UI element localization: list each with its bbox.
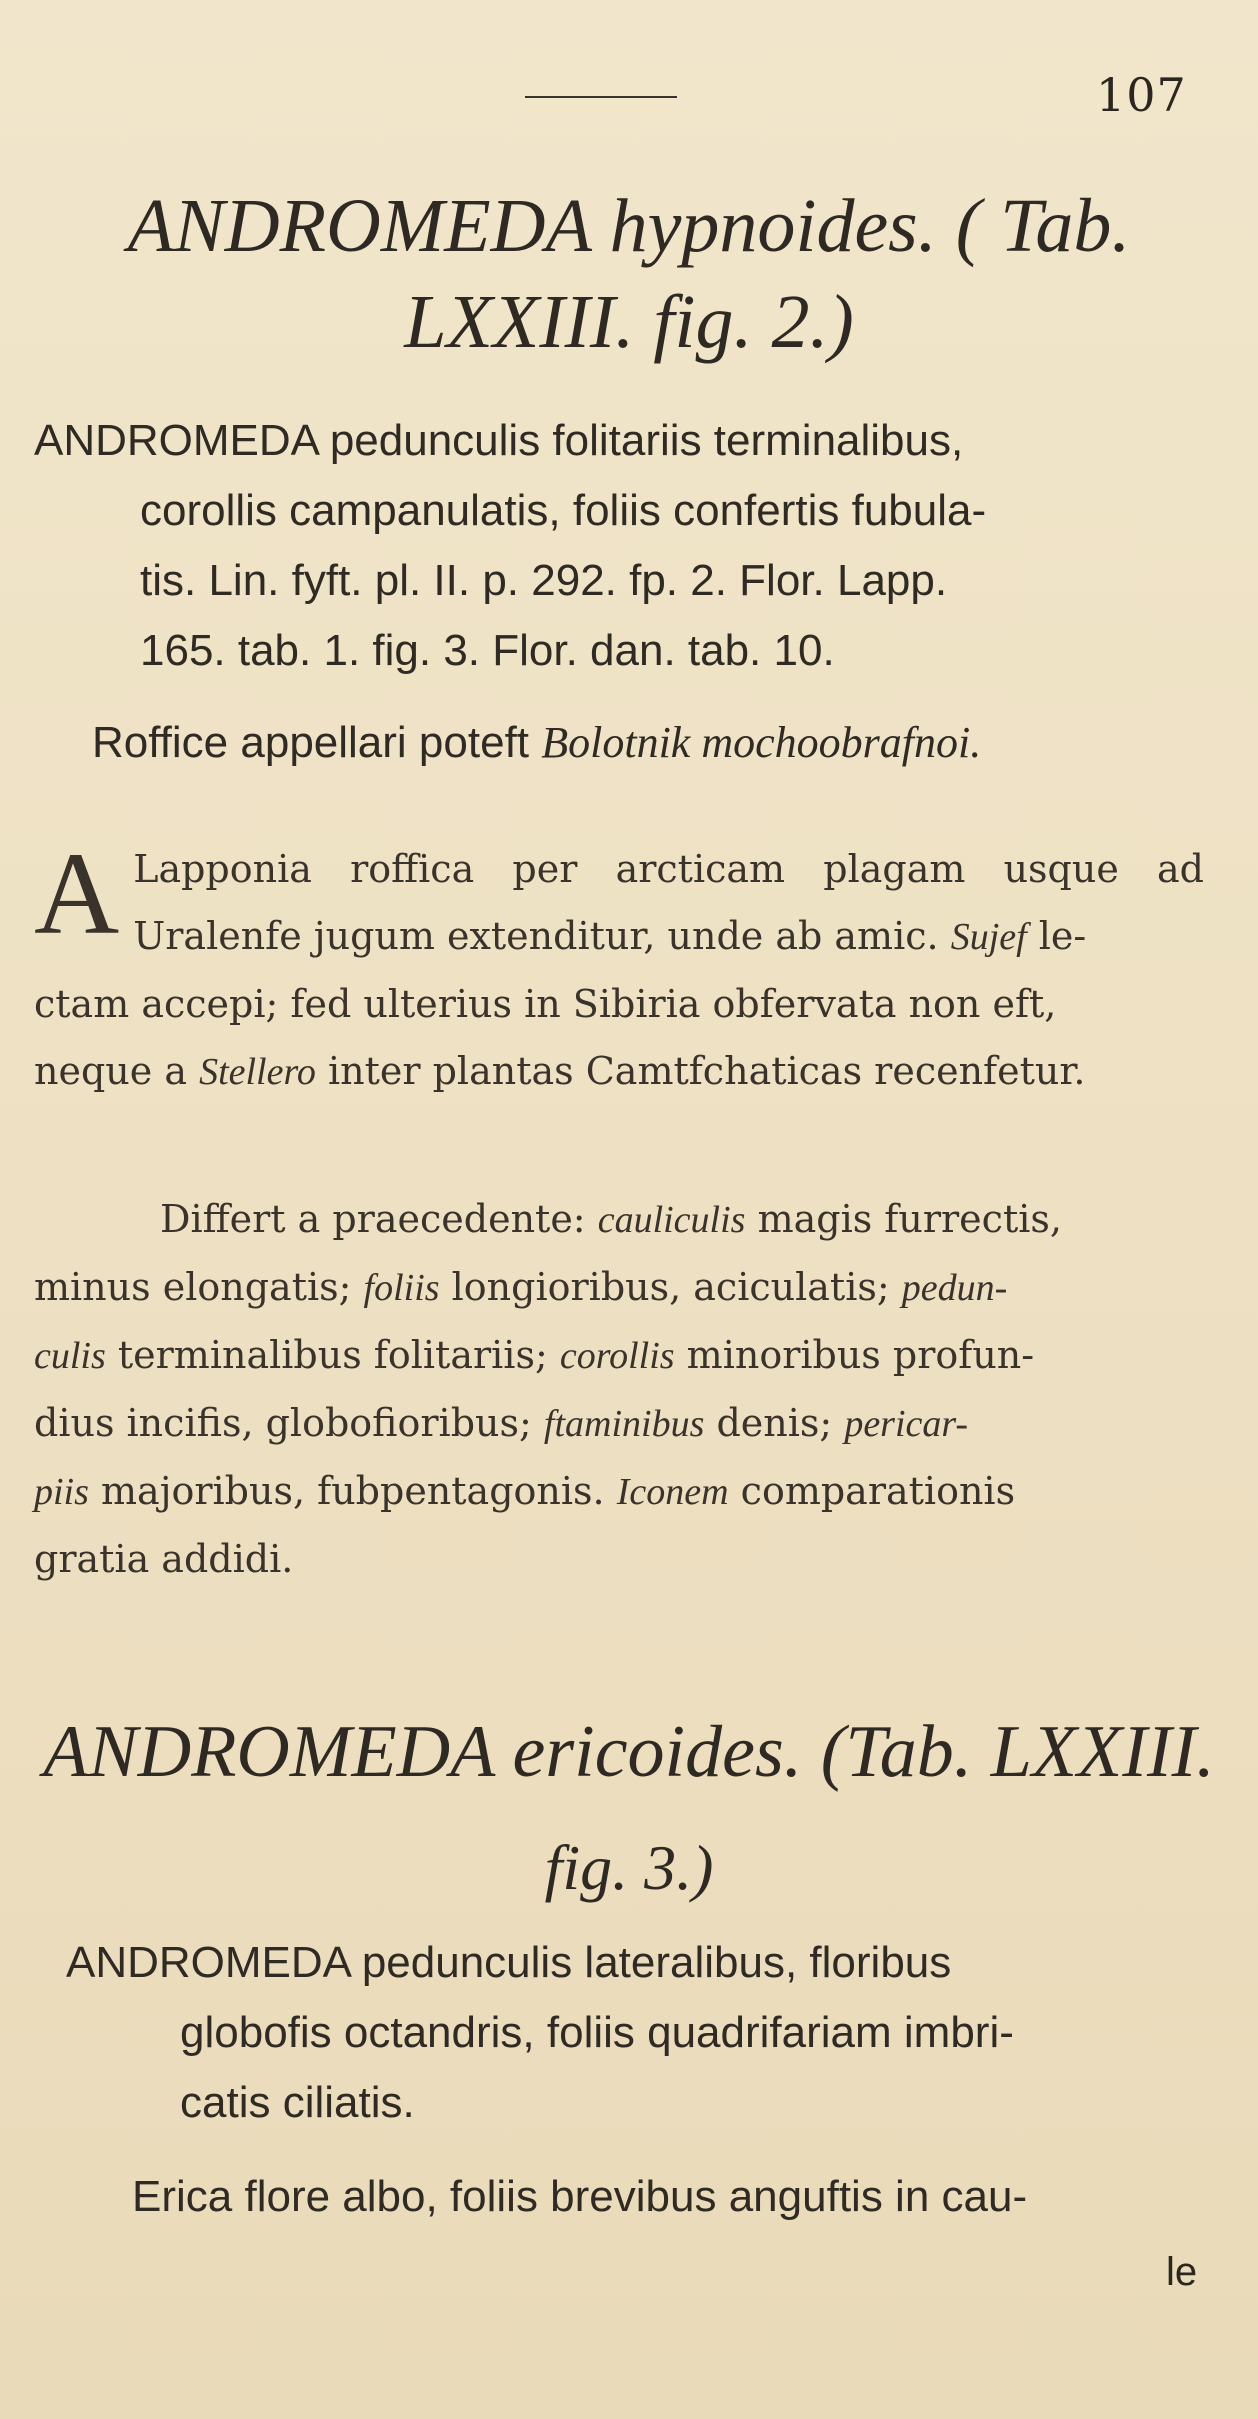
paragraph2-line3-mid: terminalibus folitariis; <box>117 1333 548 1377</box>
paragraph1-line2-italic: Sujef <box>950 916 1027 958</box>
entry2-diagnosis-line1: ANDROMEDA pedunculis lateralibus, floribus <box>66 1938 952 1987</box>
header-rule <box>525 96 677 98</box>
paragraph1-line4-end: inter plantas Camtfchaticas recenfetur. <box>327 1049 1086 1093</box>
paragraph2-line4-italic2: pericar- <box>844 1403 969 1445</box>
entry1-paragraph2 <box>34 1186 1214 1593</box>
entry1-paragraph1 <box>34 828 1204 1106</box>
paragraph2-line1-start: Differt a praecedente: <box>160 1197 586 1241</box>
paragraph1-line2-end: le- <box>1038 914 1087 958</box>
entry2-title-line2: fig. 3.) <box>544 1832 714 1903</box>
paragraph2-line5-italic2: Iconem <box>616 1471 729 1513</box>
entry1-diagnosis-line4: 165. tab. 1. fig. 3. Flor. dan. tab. 10. <box>140 626 835 675</box>
entry2-diagnosis-line2: globofis octandris, foliis quadrifariam imbri- <box>180 2008 1014 2057</box>
paragraph2-line2-italic: foliis <box>363 1267 440 1309</box>
entry1-diagnosis-line1: ANDROMEDA pedunculis folitariis terminalibus, <box>34 416 964 465</box>
paragraph2-line4-italic: ftaminibus <box>543 1403 705 1445</box>
paragraph2-line3 <box>34 1322 1214 1390</box>
paragraph1-line4-start: neque a <box>34 1049 187 1093</box>
paragraph2-line2 <box>34 1254 1214 1322</box>
paragraph1-line3: ctam accepi; fed ulterius in Sibiria obfervata non eft, <box>34 982 1057 1026</box>
entry2-diagnosis-line3: catis ciliatis. <box>180 2078 415 2127</box>
paragraph2-line3-italic: culis <box>34 1335 106 1377</box>
paragraph2-line4-mid: denis; <box>716 1401 833 1445</box>
entry1-title-line1: ANDROMEDA hypnoides. ( Tab. <box>127 184 1131 268</box>
catchword: le <box>1166 2250 1198 2294</box>
paragraph2-line6: gratia addidi. <box>34 1537 294 1581</box>
paragraph2-line1-end: magis furrectis, <box>757 1197 1062 1241</box>
paragraph2-line2-start: minus elongatis; <box>34 1265 352 1309</box>
paragraph2-line2-italic2: pedun- <box>901 1267 1008 1309</box>
paragraph2-line5 <box>34 1458 1214 1526</box>
entry1-russian-name <box>92 710 981 776</box>
entry1-diagnosis-line2: corollis campanulatis, foliis confertis fubula- <box>140 486 987 535</box>
paragraph2-line1-italic: cauliculis <box>597 1199 746 1241</box>
entry2-synonym-line: Erica flore albo, foliis brevibus anguftis in cau- <box>132 2172 1028 2221</box>
paragraph2-line4-start: dius incifis, globofioribus; <box>34 1401 532 1445</box>
paragraph1-line1: Lapponia roffica per arcticam plagam usque ad <box>133 847 1204 891</box>
paragraph2-line3-italic2: corollis <box>559 1335 675 1377</box>
paragraph1-line2-text: Uralenfe jugum extenditur, unde ab amic. <box>133 914 939 958</box>
paragraph2-line5-mid: majoribus, fubpentagonis. <box>101 1469 605 1513</box>
entry1-title-line2: LXXIII. fig. 2.) <box>404 280 854 364</box>
paragraph2-line1 <box>34 1186 1214 1254</box>
page-number: 107 <box>1096 68 1187 122</box>
paragraph1-line4-italic: Stellero <box>199 1051 316 1093</box>
russian-name-italic: Bolotnik mochoobrafnoi. <box>541 718 982 767</box>
paragraph2-line3-end: minoribus profun- <box>686 1333 1035 1377</box>
russian-name-prefix: Roffice appellari poteft <box>92 718 530 767</box>
paragraph1-line2 <box>34 903 1204 971</box>
paragraph2-line4 <box>34 1390 1214 1458</box>
entry2-title-line1: ANDROMEDA ericoides. (Tab. LXXIII. <box>43 1711 1215 1793</box>
paragraph2-line2-end: longioribus, aciculatis; <box>451 1265 890 1309</box>
paragraph2-line5-italic: piis <box>34 1471 89 1513</box>
paragraph1-line4 <box>34 1038 1204 1106</box>
paragraph2-line5-end: comparationis <box>740 1469 1016 1513</box>
drop-cap: A <box>34 828 120 959</box>
entry1-diagnosis-line3: tis. Lin. fyft. pl. II. p. 292. fp. 2. Flor. Lapp. <box>140 556 948 605</box>
